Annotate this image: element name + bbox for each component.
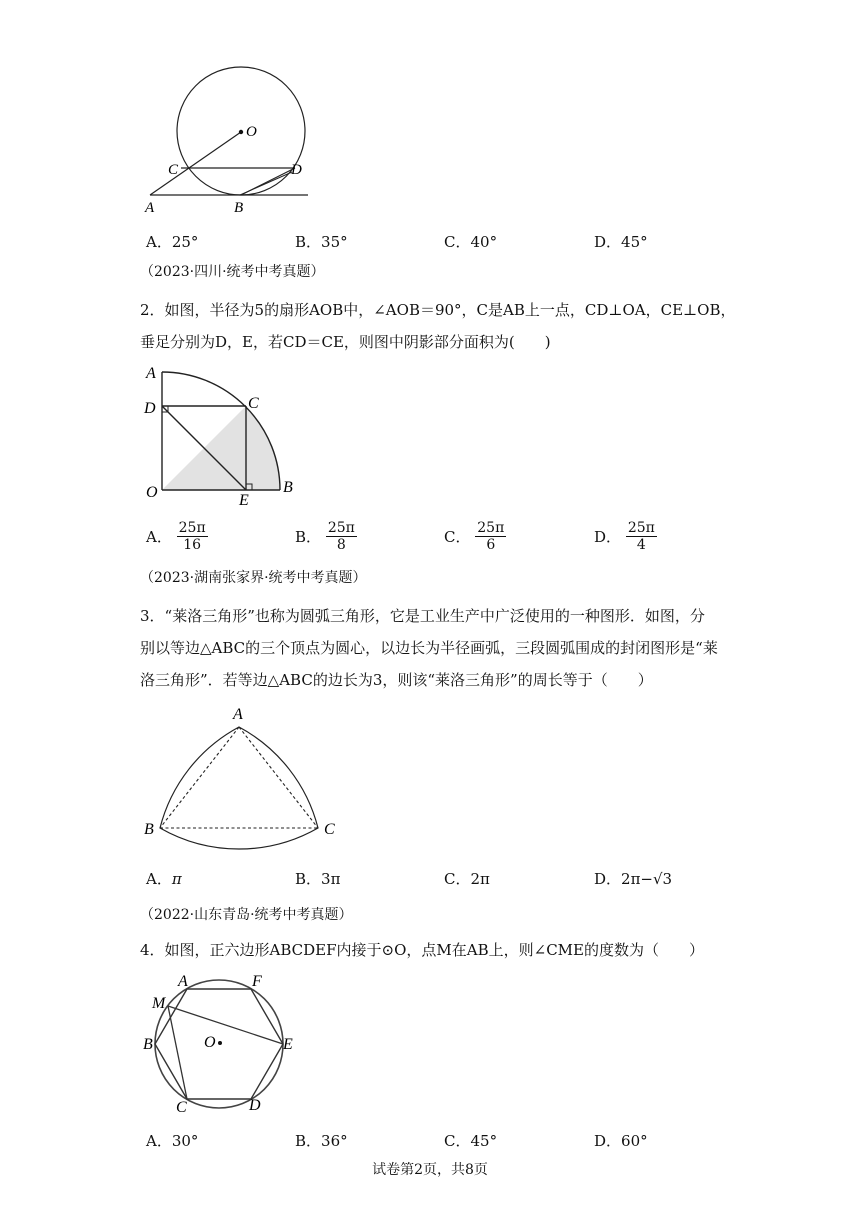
option-value: 30°: [171, 1132, 199, 1150]
q2-label-O: O: [146, 484, 158, 501]
q4-option-b[interactable]: [295, 1130, 348, 1151]
option-letter: C．: [444, 870, 471, 888]
option-letter: C．: [444, 233, 471, 251]
q1-option-a[interactable]: [146, 231, 198, 252]
option-letter: D．: [594, 870, 622, 888]
q3-source: （2023·湖南张家界·统考中考真题）: [140, 570, 367, 586]
q1-label-B: B: [234, 200, 244, 216]
option-letter: B．: [295, 233, 322, 251]
q4-label-D: D: [249, 1097, 261, 1114]
option-value: 2π: [470, 870, 490, 888]
q2-option-b[interactable]: [295, 520, 357, 553]
q2-label-B: B: [283, 479, 293, 496]
fraction-numerator: 25π: [627, 520, 655, 536]
page-footer: 试卷第2页，共8页: [372, 1162, 488, 1178]
q3-figure: [140, 700, 350, 860]
q2-option-c[interactable]: [444, 520, 506, 553]
option-letter: A．: [146, 870, 172, 888]
option-letter: D．: [594, 1132, 622, 1150]
q4-option-d[interactable]: [594, 1130, 648, 1151]
q1-figure: [140, 60, 320, 220]
q3-label-A: A: [233, 706, 243, 723]
q3-label-B: B: [144, 821, 154, 838]
q3-question-line1: 3．“莱洛三角形”也称为圆弧三角形，它是工业生产中广泛使用的一种图形．如图，分: [140, 607, 705, 625]
option-value: 2π−√3: [621, 870, 673, 888]
q2-question-line1: 2．如图，半径为5的扇形AOB中，∠AOB＝90°，C是AB上一点，CD⊥OA，CE⊥OB，: [140, 301, 736, 319]
option-value: π: [171, 870, 182, 888]
q2-figure: [140, 360, 310, 510]
q1-label-D: D: [291, 162, 302, 178]
option-letter: B．: [295, 528, 322, 546]
option-letter: C．: [444, 1132, 471, 1150]
q4-label-F: F: [252, 973, 262, 990]
option-value: 36°: [321, 1132, 348, 1150]
option-value: 45°: [621, 233, 648, 251]
q1-option-b[interactable]: [295, 231, 348, 252]
q2-option-d[interactable]: [594, 520, 657, 553]
option-letter: C．: [444, 528, 471, 546]
q2-source: （2023·四川·统考中考真题）: [140, 264, 325, 280]
option-value: 45°: [470, 1132, 498, 1150]
q1-label-C: C: [168, 162, 179, 178]
q3-label-C: C: [324, 821, 335, 838]
option-value: 40°: [470, 233, 498, 251]
q4-label-B: B: [143, 1036, 153, 1053]
option-letter: D．: [594, 528, 622, 546]
q3-option-a[interactable]: [146, 868, 182, 889]
option-letter: D．: [594, 233, 622, 251]
q4-source: （2022·山东青岛·统考中考真题）: [140, 907, 353, 923]
q2-label-C: C: [248, 395, 259, 412]
q3-question-line3: 洛三角形”．若等边△ABC的边长为3，则该“莱洛三角形”的周长等于（ ）: [140, 671, 653, 689]
fraction-denominator: 16: [183, 537, 202, 553]
option-value: 3π: [321, 870, 341, 888]
q3-option-c[interactable]: [444, 868, 490, 889]
q2-question-line2: 垂足分别为D，E，若CD＝CE，则图中阴影部分面积为( ): [140, 333, 551, 351]
q2-label-A: A: [146, 365, 156, 382]
option-letter: B．: [295, 870, 322, 888]
q4-option-c[interactable]: [444, 1130, 497, 1151]
option-letter: A．: [146, 233, 172, 251]
q3-option-d[interactable]: [594, 868, 672, 889]
q1-label-A: A: [145, 200, 155, 216]
q4-option-a[interactable]: [146, 1130, 198, 1151]
q4-label-E: E: [283, 1036, 293, 1053]
q4-label-M: M: [152, 995, 166, 1012]
q3-option-b[interactable]: [295, 868, 340, 889]
q1-label-O: O: [246, 124, 257, 140]
option-value: 35°: [321, 233, 348, 251]
fraction-numerator: 25π: [327, 520, 355, 536]
option-value: 60°: [621, 1132, 648, 1150]
option-letter: B．: [295, 1132, 322, 1150]
q4-label-A: A: [178, 973, 188, 990]
fraction-numerator: 25π: [477, 520, 505, 536]
q1-option-d[interactable]: [594, 231, 648, 252]
q4-label-C: C: [176, 1099, 187, 1116]
q2-label-E: E: [239, 492, 249, 509]
option-letter: A．: [146, 528, 172, 546]
q2-option-a[interactable]: [146, 520, 208, 553]
option-letter: A．: [146, 1132, 172, 1150]
fraction-denominator: 6: [486, 537, 496, 553]
q4-label-O: O: [204, 1034, 216, 1051]
option-value: 25°: [171, 233, 199, 251]
q4-figure: [140, 966, 310, 1122]
q2-label-D: D: [144, 400, 156, 417]
q3-question-line2: 别以等边△ABC的三个顶点为圆心，以边长为半径画弧，三段圆弧围成的封闭图形是“莱: [140, 639, 718, 657]
q1-option-c[interactable]: [444, 231, 497, 252]
fraction-denominator: 4: [636, 537, 646, 553]
fraction-numerator: 25π: [178, 520, 206, 536]
q4-question-line1: 4．如图，正六边形ABCDEF内接于⊙O，点M在AB上，则∠CME的度数为（ ）: [140, 941, 704, 959]
fraction-denominator: 8: [336, 537, 346, 553]
